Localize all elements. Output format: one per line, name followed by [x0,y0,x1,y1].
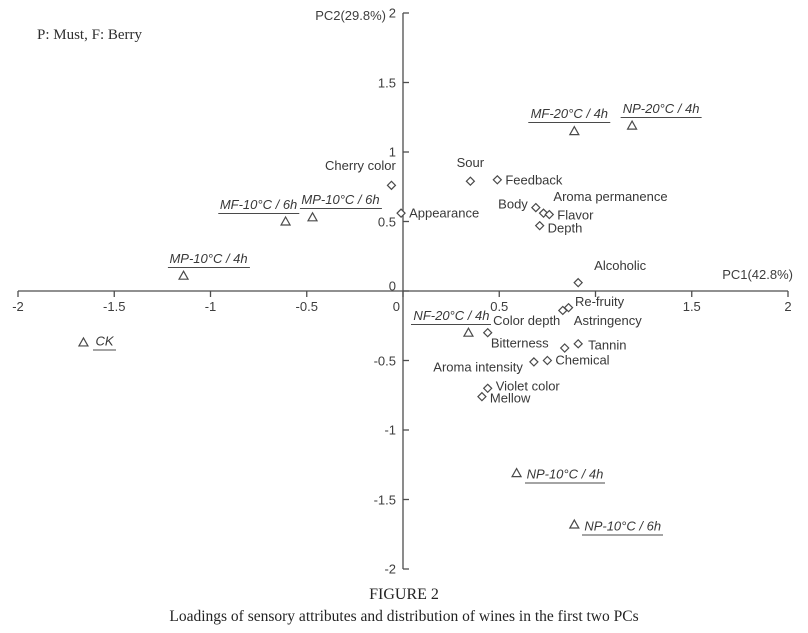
triangle-marker [628,121,637,129]
y-tick-label: 1 [388,144,396,160]
triangle-marker [179,271,188,279]
diamond-marker [574,340,582,348]
diamond-marker [387,181,395,189]
y-tick-label: 1.5 [377,75,396,90]
diamond-marker [397,209,405,217]
y-tick-label: -2 [384,561,396,577]
attribute-label: Depth [547,220,583,236]
diamond-marker [478,393,486,401]
sample-label: MF-10°C / 6h [219,196,298,212]
diamond-marker [493,176,501,184]
attribute-label: Body [498,196,528,212]
diamond-marker [543,357,551,365]
attribute-label: Aroma intensity [433,359,523,375]
sample-label: MF-20°C / 4h [530,106,609,122]
y-tick-label: -0.5 [373,353,396,368]
y-tick-label: 2 [388,5,396,21]
x-tick-label: -1 [204,299,217,314]
x-tick-label: -0.5 [295,299,318,314]
diamond-marker [530,358,538,366]
y-tick-label: 0 [388,278,396,294]
x-tick-label: 0.5 [490,299,509,314]
triangle-marker [512,469,521,477]
x-tick-label: 1.5 [682,299,701,314]
attribute-label: Aroma permanence [553,189,668,205]
attribute-label: Tannin [588,337,627,353]
triangle-marker [570,520,579,528]
attribute-label: Astringency [573,313,642,329]
sample-label: MP-10°C / 4h [169,250,248,266]
triangle-marker [464,328,473,336]
y-tick-label: -1 [384,422,396,438]
caption-subtitle: Loadings of sensory attributes and distribution of wines in the first two PCs [169,608,639,625]
y-tick-label: 0.5 [377,214,396,229]
sample-label: CK [95,333,114,349]
triangle-marker [281,217,290,225]
triangle-marker [308,213,317,221]
attribute-label: Feedback [505,172,563,188]
attribute-label: Flavor [557,207,594,223]
attribute-label: Re-fruity [574,293,625,309]
triangle-marker [570,127,579,135]
sample-label: MP-10°C / 6h [301,192,380,208]
attribute-label: Cherry color [325,158,396,174]
diamond-marker [466,177,474,185]
attribute-label: Violet color [495,378,560,394]
triangle-marker [79,338,88,346]
attribute-label: Alcoholic [594,257,647,273]
x-tick-label: -2 [12,299,24,314]
x-tick-label: 0 [392,299,400,314]
y-axis-title: PC2(29.8%) [315,8,386,23]
attribute-label: Bitterness [490,335,549,351]
diamond-marker [561,344,569,352]
diamond-marker [574,279,582,287]
legend-note: P: Must, F: Berry [37,27,143,43]
y-tick-label: -1.5 [373,492,396,507]
sample-label: NF-20°C / 4h [413,307,490,323]
caption-title: FIGURE 2 [369,586,439,603]
diamond-marker [536,222,544,230]
sample-label: NP-20°C / 4h [622,100,700,116]
attribute-label: Chemical [555,352,610,367]
attribute-label: Sour [456,155,485,171]
x-axis-title: PC1(42.8%) [722,267,793,282]
sample-label: NP-10°C / 6h [584,518,662,534]
x-tick-label: 2 [784,299,792,314]
x-tick-label: -1.5 [103,299,126,314]
attribute-label: Appearance [409,205,480,221]
sample-label: NP-10°C / 4h [526,466,604,482]
attribute-label: Color depth [493,312,561,328]
attribute-label: Mellow [489,390,531,406]
diamond-marker [532,204,540,212]
